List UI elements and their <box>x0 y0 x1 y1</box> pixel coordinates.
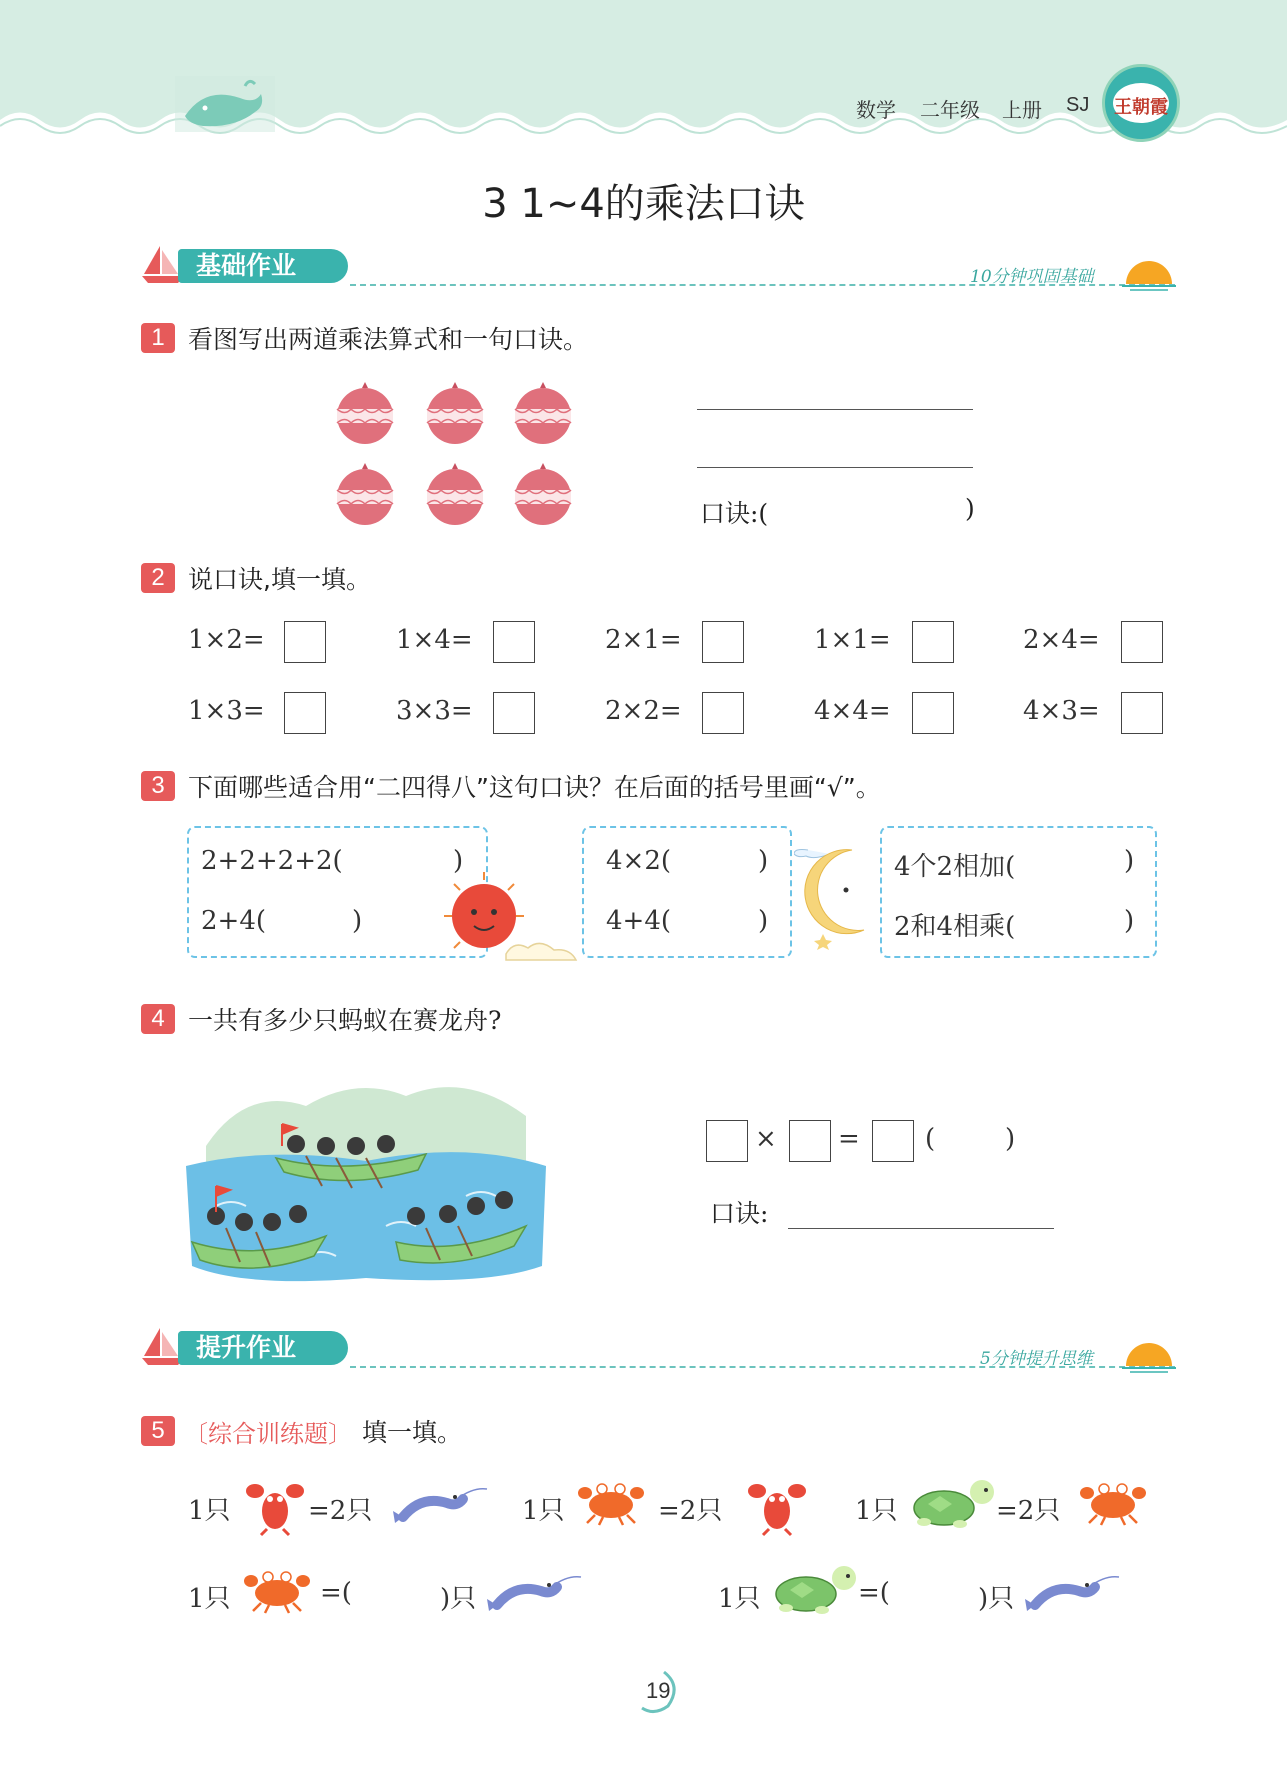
equals-sign: = <box>838 1124 860 1154</box>
option-2b-close: ) <box>758 906 769 936</box>
option-3a: 4个2相加( <box>894 852 1016 882</box>
brand-name: 王朝霞 <box>1114 97 1168 118</box>
answer-box-factor-1[interactable] <box>706 1120 748 1162</box>
answer-box-r1-2[interactable] <box>493 621 535 663</box>
answer-box-r2-2[interactable] <box>493 692 535 734</box>
crab-icon <box>576 1474 646 1534</box>
answer-box-factor-2[interactable] <box>789 1120 831 1162</box>
expr-r1-1: 1×2= <box>188 625 265 655</box>
whale-icon <box>175 76 275 132</box>
expr-r2-5: 4×3= <box>1023 696 1100 726</box>
q5-r2b-answer[interactable] <box>910 1570 974 1612</box>
option-1a: 2+2+2+2( <box>201 846 343 876</box>
expr-r1-4: 1×1= <box>814 625 891 655</box>
section-advanced-label: 提升作业 <box>178 1331 348 1365</box>
answer-box-r1-1[interactable] <box>284 621 326 663</box>
question-5-number: 5 <box>141 1416 175 1446</box>
question-2-text: 说口诀,填一填。 <box>188 565 371 594</box>
question-4-number: 4 <box>141 1004 175 1034</box>
expr-r1-2: 1×4= <box>396 625 473 655</box>
question-1-koujue-close: ) <box>965 494 975 523</box>
header-grade: 二年级 <box>920 100 980 122</box>
option-1b: 2+4( <box>201 906 267 936</box>
shrimp-icon <box>1020 1566 1120 1616</box>
page-title: 3 1~4的乘法口诀 <box>482 181 805 227</box>
q5-r1c-eq: =2只 <box>996 1496 1061 1526</box>
q5-r2a-eq: =( <box>320 1578 352 1608</box>
header-volume: 上册 <box>1002 100 1042 122</box>
sun-cloud-icon <box>436 868 586 964</box>
section-advanced-tag: 5分钟提升思维 <box>980 1349 1093 1369</box>
turtle-icon <box>910 1474 1000 1534</box>
brand-seal <box>1102 64 1180 142</box>
q5-r1b-one: 1只 <box>522 1496 565 1526</box>
answer-line-2[interactable] <box>697 467 973 468</box>
expr-r2-3: 2×2= <box>605 696 682 726</box>
crab-icon <box>242 1562 312 1622</box>
option-2b: 4+4( <box>606 906 672 936</box>
option-1b-close: ) <box>352 906 363 936</box>
header-edition: SJ <box>1066 94 1090 116</box>
question-3-text: 下面哪些适合用“二四得八”这句口诀？在后面的括号里画“√”。 <box>188 773 881 802</box>
q5-r1c-one: 1只 <box>855 1496 898 1526</box>
q5-r2b-eq: =( <box>858 1578 890 1608</box>
answer-box-r2-1[interactable] <box>284 692 326 734</box>
section-basic-label: 基础作业 <box>178 249 348 283</box>
crab-icon <box>1078 1474 1148 1534</box>
option-2a: 4×2( <box>606 846 672 876</box>
question-4-koujue-line[interactable] <box>788 1228 1054 1229</box>
q5-r2a-close: )只 <box>440 1584 477 1614</box>
expr-r1-5: 2×4= <box>1023 625 1100 655</box>
expr-r1-3: 2×1= <box>605 625 682 655</box>
answer-box-r1-4[interactable] <box>912 621 954 663</box>
answer-box-r2-5[interactable] <box>1121 692 1163 734</box>
question-4-koujue-label: 口诀: <box>710 1199 769 1228</box>
expr-r2-2: 3×3= <box>396 696 473 726</box>
unit-paren-close: ) <box>1005 1124 1016 1154</box>
dragon-boat-ants-image <box>186 1066 546 1286</box>
question-1-number: 1 <box>141 323 175 353</box>
shrimp-icon <box>482 1566 582 1616</box>
expr-r2-4: 4×4= <box>814 696 891 726</box>
times-sign: × <box>755 1124 777 1154</box>
q5-r2a-one: 1只 <box>188 1584 231 1614</box>
answer-box-r1-5[interactable] <box>1121 621 1163 663</box>
q5-r1a-eq: =2只 <box>308 1496 373 1526</box>
sunrise-icon <box>1120 1338 1178 1374</box>
moon-icon <box>794 840 884 950</box>
shrimp-icon <box>388 1478 488 1528</box>
section-basic-tag: 10分钟巩固基础 <box>970 267 1094 287</box>
answer-line-1[interactable] <box>697 409 973 410</box>
lobster-icon <box>240 1470 310 1540</box>
expr-r2-1: 1×3= <box>188 696 265 726</box>
page-number: 19 <box>646 1678 671 1703</box>
sunrise-icon <box>1120 256 1178 292</box>
answer-box-r2-3[interactable] <box>702 692 744 734</box>
answer-box-product[interactable] <box>872 1120 914 1162</box>
q5-r2b-close: )只 <box>978 1584 1015 1614</box>
question-4-text: 一共有多少只蚂蚁在赛龙舟? <box>188 1006 502 1035</box>
question-5-text: 填一填。 <box>362 1418 463 1447</box>
q5-r2a-answer[interactable] <box>372 1570 436 1612</box>
lobster-icon <box>742 1470 812 1540</box>
turtle-icon <box>772 1560 862 1620</box>
unit-paren-open: ( <box>925 1124 936 1154</box>
question-2-number: 2 <box>141 563 175 593</box>
option-3b-close: ) <box>1124 906 1135 936</box>
option-2a-close: ) <box>758 846 769 876</box>
answer-box-r2-4[interactable] <box>912 692 954 734</box>
question-3-number: 3 <box>141 771 175 801</box>
question-1-text: 看图写出两道乘法算式和一句口诀。 <box>188 325 589 354</box>
fruit-group-image <box>330 376 580 536</box>
answer-box-r1-3[interactable] <box>702 621 744 663</box>
option-3b: 2和4相乘( <box>894 912 1016 942</box>
question-5-tag: 〔综合训练题〕 <box>184 1420 352 1448</box>
q5-r1b-eq: =2只 <box>658 1496 723 1526</box>
question-1-koujue-label: 口诀:( <box>700 499 769 528</box>
option-3a-close: ) <box>1124 846 1135 876</box>
option-1a-close: ) <box>453 846 464 876</box>
q5-r1a-one: 1只 <box>188 1496 231 1526</box>
header-subject: 数学 <box>856 100 896 122</box>
q5-r2b-one: 1只 <box>718 1584 761 1614</box>
